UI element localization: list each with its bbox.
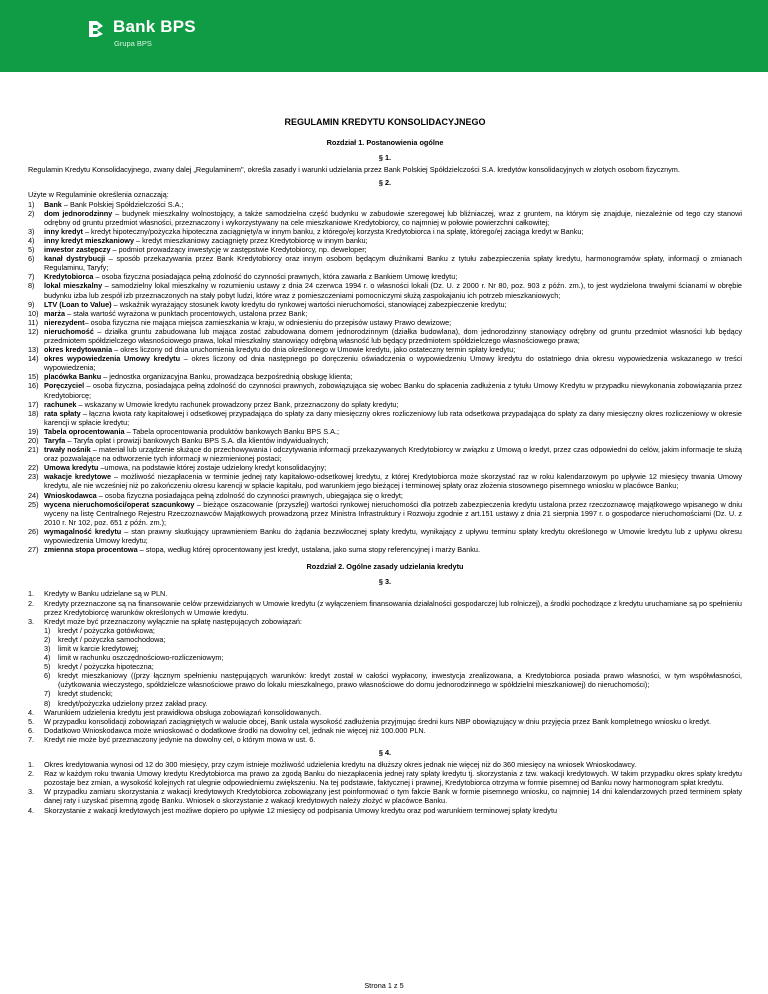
paragraph-text: Użyte w Regulaminie określenia oznaczają:: [28, 190, 169, 200]
defined-term: okres wypowiedzenia Umowy kredytu: [44, 354, 181, 364]
sub-list-item-text: kredyt/pożyczka udzielony przez zakład pracy.: [58, 698, 208, 708]
list-item-text: Tabela oprocentowania – Tabela oprocentowania produktów bankowych Banku BPS S.A.;: [44, 426, 340, 436]
list-item: [28, 272, 742, 281]
list-item-text: Kredyt może być przeznaczony wyłącznie na spłatę następujących zobowiązań:: [44, 616, 302, 626]
list-item: [28, 427, 742, 436]
sub-list-item-number: 5): [44, 662, 51, 672]
list-item-text: zmienna stopa procentowa – stopa, według której oprocentowany jest kredyt, ustalana, jako suma stopy referencyjnej i marży Banku.: [44, 545, 480, 555]
list-item-number: 2.: [28, 769, 35, 779]
list-item-number: 9): [28, 299, 35, 309]
list-item: [28, 354, 742, 372]
defined-term: Poręczyciel: [44, 381, 85, 391]
list-item-number: 2): [28, 208, 35, 218]
list-item-number: 25): [28, 499, 39, 509]
list-item: [28, 209, 742, 227]
sub-list-item: [44, 689, 742, 698]
sub-list-item: [44, 699, 742, 708]
list-item: [28, 409, 742, 427]
page-number: Strona 1 z 5: [364, 981, 404, 990]
list-item: [28, 617, 742, 626]
list-item-text: inny kredyt – kredyt hipoteczny/pożyczka hipoteczna zaciągnięty/a w innym banku, z którego/ej korzysta Kredytobiorca i na spłatę, którego/ej zaciąga kredyt w Banku;: [44, 226, 584, 236]
list-item-text: trwały nośnik – materiał lub urządzenie służące do przechowywania i odczytywania informacji przekazywanych Kredytobiorcy w związku z Umową o kredyt, przez czas odpowiedni do celów, jakim informacje te służą oraz pozwalające na odtworzenie tych informacji w niezmienionej postaci;: [44, 445, 742, 464]
list-item-text: Taryfa – Taryfa opłat i prowizji bankowych Banku BPS S.A. dla klientów indywidualnych;: [44, 436, 329, 445]
list-item-number: 6.: [28, 725, 35, 735]
list-item-number: 1): [28, 199, 35, 209]
list-item: [28, 445, 742, 463]
list-item-number: 19): [28, 426, 39, 436]
section-title: Rozdział 1. Postanowienia ogólne: [326, 138, 444, 148]
list-item: [28, 200, 742, 209]
defined-term: inny kredyt mieszkaniowy: [44, 235, 135, 245]
paragraph-label: § 3.: [378, 577, 392, 587]
defined-term: rata spłaty: [44, 408, 81, 418]
defined-term: Tabela oprocentowania: [44, 426, 125, 436]
defined-term: nierezydent: [44, 317, 85, 327]
sub-list-item-number: 4): [44, 653, 51, 663]
list-item: [28, 806, 742, 815]
list-item-number: 1.: [28, 589, 35, 599]
list-item-number: 20): [28, 436, 39, 445]
list-item-text: inny kredyt mieszkaniowy – kredyt mieszkaniowy zaciągnięty przez Kredytobiorcę w innym banku;: [44, 235, 368, 245]
defined-term: Wnioskodawca: [44, 490, 97, 500]
list-item: [28, 327, 742, 345]
defined-term: LTV (Loan to Value): [44, 299, 112, 309]
defined-term: wycena nieruchomości/operat szacunkowy: [44, 499, 195, 509]
list-item-text: Poręczyciel – osoba fizyczna, posiadająca pełną zdolność do czynności prawnych, zobowiązująca się wobec Banku do spłacenia zadłużenia z tytułu Umowy Kredytu w przypadku niewykonania zobowiązania przez Kredytobiorcę;: [44, 381, 742, 400]
bank-logo-icon: [86, 19, 106, 39]
paragraph-text: Regulamin Kredytu Konsolidacyjnego, zwany dalej „Regulaminem", określa zasady i warunki udzielania przez Bank Polskiej Spółdzielczości S.A. kredytów konsolidacyjnych w złotych osobom fizycznym.: [28, 165, 680, 175]
list-item-text: Okres kredytowania wynosi od 12 do 300 miesięcy, przy czym istnieje możliwość udzielenia kredytu na dłuższy okres jednak nie więcej niż do 360 miesięcy na wniosek Wnioskodawcy.: [44, 760, 637, 770]
sub-list-item: [44, 653, 742, 662]
sub-list-item-text: kredyt mieszkaniowy ((przy łącznym spełnieniu następujących warunków: kredyt został w całości wypłacony, inwestycja zrealizowana, a Kredytobiorca posiada prawo własności, w tym współwłasności, (użytkowania wieczystego, spółdzielcze własnościowe prawo do lokalu mieszkalnego, prawo własnościowe do domu jednorodzinnego w spółdzielni mieszkaniowej) do nieruchomości);: [58, 671, 742, 690]
paragraph-label: § 4.: [378, 748, 392, 757]
list-item-text: Wnioskodawca – osoba fizyczna posiadająca pełną zdolność do czynności prawnych, ubiegająca się o kredyt;: [44, 490, 403, 500]
list-item-text: W przypadku konsolidacji zobowiązań zaciągniętych w walucie obcej, Bank ustala wysokość zadłużenia przyjmując średni kurs NBP obowiązujący w dniu przyjęcia przez Bank kompletnego wniosku o kredyt.: [44, 716, 712, 726]
list-item-text: Bank – Bank Polskiej Spółdzielczości S.A.;: [44, 199, 184, 209]
list-item-text: okres kredytowania – okres liczony od dnia uruchomienia kredytu do dnia określonego w Umowie kredytu, jako ostateczny termin spłaty kredytu;: [44, 345, 516, 355]
list-item: [28, 491, 742, 500]
list-item-text: nieruchomość – działka gruntu zabudowana lub mająca zostać zabudowana domem jednorodzinnym (działka budowlana), dom jednorodzinny stanowiący odrębny od gruntu przedmiot własności lub będący przedmiotem spółdzielczego własnościowego prawa, lokal mieszkalny stanowiący odrębną własność lub będący przedmiotem spółdzielczego własnościowego prawa;: [44, 326, 742, 345]
list-item-text: Kredytobiorca – osoba fizyczna posiadająca pełną zdolność do czynności prawnych, która zawarła z Bankiem Umowę kredytu;: [44, 272, 458, 282]
list-item: [28, 463, 742, 472]
defined-term: inny kredyt: [44, 226, 83, 236]
list-item-text: kanał dystrybucji – sposób przekazywania przez Bank Kredytobiorcy oraz innym osobom będącym dłużnikami Banku z tytułu zabezpieczenia spłaty kredytu, harmonogramów spłaty, informacji o zmianach Regulaminu, Taryfy;: [44, 254, 742, 273]
list-item-number: 12): [28, 326, 39, 336]
section-title: Rozdział 2. Ogólne zasady udzielania kredytu: [306, 562, 464, 572]
list-item: [28, 372, 742, 381]
list-item-text: Kredyty w Banku udzielane są w PLN.: [44, 589, 168, 599]
list-item-text: inwestor zastępczy – podmiot prowadzący inwestycję w zastępstwie Kredytobiorcy, np. deweloper;: [44, 245, 367, 255]
list-item: [28, 345, 742, 354]
list-item-text: rata spłaty – łączna kwota raty kapitałowej i odsetkowej przypadająca do spłaty za dany miesięczny okres rozliczeniowy lub rata odsetkowa przypadająca do spłaty za dany miesięczny okres rozliczeniowy w okresie karencji w spłacie kredytu;: [44, 408, 742, 427]
bank-name: Bank BPS: [113, 17, 196, 36]
bank-header: [0, 0, 768, 72]
list-item: [28, 500, 742, 527]
defined-term: rachunek: [44, 399, 77, 409]
list-item-number: 27): [28, 545, 39, 555]
list-item: [28, 236, 742, 245]
list-item-text: wymagalność kredytu – stan prawny skutkujący uprawnieniem Banku do żądania bezzwłocznej spłaty kredytu, wynikający z upływu terminu spłaty kredytu określonego w Umowie kredytu lub z upływu okresu wypowiedzenia Umowy kredytu;: [44, 526, 742, 546]
list-item-number: 24): [28, 490, 39, 500]
list-item-number: 18): [28, 408, 39, 418]
list-item-number: 26): [28, 526, 39, 536]
paragraph-label: § 2.: [378, 178, 392, 188]
list-item: [28, 309, 742, 318]
defined-term: Bank: [44, 199, 62, 209]
sub-list-item-text: kredyt / pożyczka gotówkowa;: [58, 625, 155, 635]
list-item: [28, 717, 742, 726]
sub-list-item-number: 3): [44, 643, 51, 653]
defined-term: lokal mieszkalny: [44, 281, 103, 291]
list-item-number: 4): [28, 235, 35, 245]
list-item-number: 16): [28, 381, 39, 391]
list-item-number: 21): [28, 445, 39, 455]
list-item-text: Raz w każdym roku trwania Umowy kredytu Kredytobiorca ma prawo za zgodą Banku do niezapłacenia jednej raty spłaty kredytu tj. skorzystania z tzw. wakacji kredytowych. W takim przypadku okres spłaty kredytu pozostaje bez zmian, a wysokość kolejnych rat ulegnie odpowiedniemu zwiększeniu. Na tej podstawie, faktycznej i prawnej, Kredytobiorca otrzyma w formie pisemnej od Banku nowy harmonogram spłat kredytu.: [44, 769, 742, 788]
sub-list-item-text: limit w rachunku oszczędnościowo-rozliczeniowym;: [58, 653, 224, 663]
list-item-number: 2.: [28, 598, 35, 608]
document-sections: [28, 138, 742, 815]
sub-list-item: [44, 626, 742, 635]
list-item: [28, 381, 742, 399]
defined-term: trwały nośnik: [44, 445, 91, 455]
list-item-text: placówka Banku – jednostka organizacyjna Banku, prowadząca bezpośrednią obsługę klienta;: [44, 372, 353, 382]
list-item-number: 4.: [28, 707, 35, 717]
defined-term: wymagalność kredytu: [44, 526, 122, 536]
list-item-text: dom jednorodzinny – budynek mieszkalny wolnostojący, a także samodzielna część budynku w zabudowie szeregowej lub bliźniaczej, wraz z gruntem, na którym się znajduje, niezależnie od tego czy stanowi odrębny od gruntu przedmiot własności, przeznaczony i wykorzystywany na cele mieszkaniowe Kredytobiorcy, co najmniej w połowie powierzchni całkowitej;: [44, 208, 742, 227]
bank-group-name: Grupa BPS: [114, 39, 152, 48]
list-item-number: 3.: [28, 787, 35, 797]
list-item: [28, 599, 742, 617]
defined-term: Taryfa: [44, 436, 66, 445]
sub-list-item-text: kredyt / pożyczka hipoteczna;: [58, 662, 154, 672]
list-item-text: W przypadku zamiaru skorzystania z wakacji kredytowych Kredytobiorca zobowiązany jest poinformować o tym fakcie Bank w formie pisemnego wniosku, co najmniej 14 dni kalendarzowych przed terminem spłaty danej raty i uzyskać pisemną zgodę Banku. Wniosek o skorzystanie z wakacji kredytowych należy złożyć w placówce Banku.: [44, 787, 742, 806]
sub-list-item: [44, 662, 742, 671]
list-item-number: 1.: [28, 760, 35, 770]
list-item-text: lokal mieszkalny – samodzielny lokal mieszkalny w rozumieniu ustawy z dnia 24 czerwca 1994 r. o własności lokali (Dz. U. z 2000 r. Nr 80, poz. 903 z późn. zm.), to jest wydzielona trwałymi ścianami w obrębie budynku izba lub zespół izb przeznaczonych na stały pobyt ludzi, które wraz z pomieszczeniami pomocniczymi służą zaspokajaniu ich potrzeb mieszkaniowych;: [44, 281, 742, 300]
defined-term: placówka Banku: [44, 372, 102, 382]
sub-list-item-number: 6): [44, 671, 51, 681]
list-item: [28, 735, 742, 744]
list-item-text: Kredyt nie może być przeznaczony jedynie na dowolny cel, o którym mowa w ust. 6.: [44, 734, 316, 744]
list-item-text: Umowa kredytu –umowa, na podstawie której zostaje udzielony kredyt konsolidacyjny;: [44, 463, 327, 473]
defined-term: dom jednorodzinny: [44, 208, 113, 218]
list-item-number: 15): [28, 372, 39, 382]
list-item: [28, 472, 742, 490]
list-item-number: 7): [28, 272, 35, 282]
defined-term: okres kredytowania: [44, 345, 113, 355]
list-item-text: marża – stała wartość wyrażona w punktach procentowych, ustalona przez Bank;: [44, 308, 308, 318]
list-item: [28, 400, 742, 409]
list-item: [28, 227, 742, 236]
list-item-number: 22): [28, 463, 39, 473]
list-item-number: 17): [28, 399, 39, 409]
list-item: [28, 527, 742, 545]
sub-list-item-number: 8): [44, 698, 51, 708]
list-item-number: 7.: [28, 734, 35, 744]
sub-list-item-number: 7): [44, 689, 51, 699]
list-item: [28, 300, 742, 309]
defined-term: wakacje kredytowe: [44, 472, 112, 482]
list-item-number: 5): [28, 245, 35, 255]
sub-list-item-text: limit w karcie kredytowej;: [58, 643, 139, 653]
list-item-text: Skorzystanie z wakacji kredytowych jest możliwe dopiero po upływie 12 miesięcy od podpisania Umowy kredytu oraz pod warunkiem terminowej spłaty kredytu: [44, 805, 558, 815]
list-item-text: Warunkiem udzielenia kredytu jest prawidłowa obsługa zobowiązań konsolidowanych.: [44, 707, 322, 717]
list-item: [28, 245, 742, 254]
list-item-number: 11): [28, 317, 39, 327]
list-item-text: wycena nieruchomości/operat szacunkowy – bieżące oszacowanie (przyszłej) wartości rynkowej nieruchomości dla potrzeb zabezpieczenia kredytu ustalona przez rzeczoznawcę majątkowego wpisanego w dniu wyceny na listę Centralnego Rejestru Rzeczoznawców Majątkowych prowadzoną przez Ministra Infrastruktury i Rozwoju zgodnie z art.151 ustawy z dnia 21 sierpnia 1997 r. o gospodarce nieruchomościami (Dz. U. z 2010 r. Nr 102, poz. 651 z późn. zm.);: [44, 499, 742, 527]
document-body: [28, 118, 742, 815]
list-item-number: 13): [28, 345, 39, 355]
defined-term: nieruchomość: [44, 326, 94, 336]
list-item-number: 14): [28, 354, 39, 364]
defined-term: inwestor zastępczy: [44, 245, 111, 255]
list-item: [28, 436, 742, 445]
list-item: [28, 787, 742, 805]
list-item: [28, 589, 742, 598]
list-item-text: wakacje kredytowe – możliwość niezapłacenia w terminie jednej raty kapitałowo-odsetkowej kredytu, z której Kredytobiorca może skorzystać raz w roku kalendarzowym po upływie 12 miesięcy trwania Umowy kredytu, ale nie wcześniej niż po zakończeniu okresu karencji w spłacie kapitału, pod warunkiem jego bieżącej i terminowej spłaty oraz złożenia stosownego pisemnego wniosku w placówce Banku;: [44, 472, 742, 491]
list-item-number: 4.: [28, 805, 35, 815]
defined-term: marża: [44, 308, 66, 318]
list-item: [28, 318, 742, 327]
list-item: [28, 281, 742, 299]
defined-term: Kredytobiorca: [44, 272, 94, 282]
sub-list-item-number: 2): [44, 634, 51, 644]
sub-list-item: [44, 644, 742, 653]
defined-term: zmienna stopa procentowa: [44, 545, 138, 555]
paragraph-label: § 1.: [378, 153, 392, 163]
list-item-number: 8): [28, 281, 35, 291]
list-item-text: Dodatkowo Wnioskodawca może wnioskować o dodatkowe środki na dowolny cel, jednak nie więcej niż 100.000 PLN.: [44, 725, 426, 735]
list-item: [28, 769, 742, 787]
list-item-number: 10): [28, 308, 39, 318]
sub-list-item: [44, 671, 742, 689]
list-item: [28, 254, 742, 272]
list-item-text: LTV (Loan to Value) – wskaźnik wyrażający stosunek kwoty kredytu do rynkowej wartości nieruchomości, stanowiącej zabezpieczenie kredytu;: [44, 299, 507, 309]
sub-list-item-text: kredyt / pożyczka samochodowa;: [58, 634, 166, 644]
list-item-number: 3): [28, 226, 35, 236]
list-item-text: Kredyty przeznaczone są na finansowanie celów przewidzianych w Umowie kredytu (z wyłączeniem finansowania działalności gospodarczej lub rolniczej), a środki pochodzące z kredytu uruchamiane są po spełnieniu przez Kredytobiorcę warunków określonych w Umowie kredytu.: [44, 598, 742, 617]
sub-list-item-number: 1): [44, 625, 51, 635]
list-item-text: nierezydent– osoba fizyczna nie mająca miejsca zamieszkania w kraju, w odniesieniu do przepisów ustawy Prawo dewizowe;: [44, 317, 452, 327]
list-item: [28, 726, 742, 735]
list-item-text: okres wypowiedzenia Umowy kredytu – okres liczony od dnia następnego po doręczeniu oświadczenia o wypowiedzeniu Umowy kredytu do ostatniego dnia okresu wypowiedzenia wskazanego w treści wypowiedzenia;: [44, 354, 742, 373]
list-item-number: 23): [28, 472, 39, 482]
list-item: [28, 760, 742, 769]
sub-list-item-text: kredyt studencki;: [58, 689, 113, 699]
list-item-number: 5.: [28, 716, 35, 726]
list-item: [28, 545, 742, 554]
list-item-number: 6): [28, 254, 35, 264]
document-title: REGULAMIN KREDYTU KONSOLIDACYJNEGO: [284, 117, 486, 127]
list-item-number: 3.: [28, 616, 35, 626]
list-item-text: rachunek – wskazany w Umowie kredytu rachunek prowadzony przez Bank, przeznaczony do spłaty kredytu;: [44, 399, 399, 409]
sub-list-item: [44, 635, 742, 644]
defined-term: kanał dystrybucji: [44, 254, 106, 264]
list-item: [28, 708, 742, 717]
defined-term: Umowa kredytu: [44, 463, 99, 473]
